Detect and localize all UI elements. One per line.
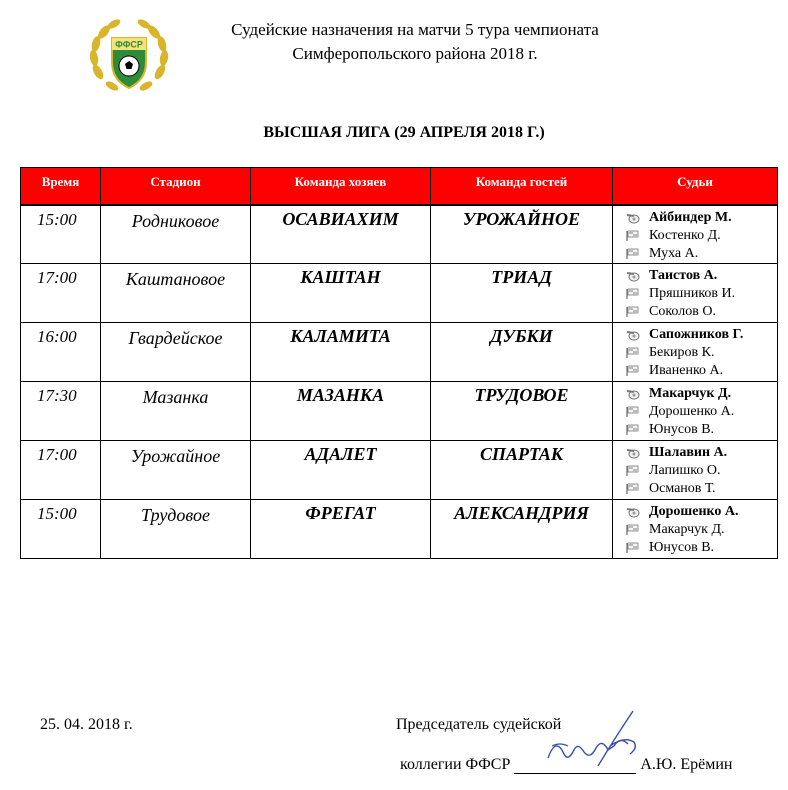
referee-name: Макарчук Д.: [649, 522, 725, 537]
flag-icon: [625, 483, 649, 495]
away-team: УРОЖАЙНОЕ: [431, 205, 613, 264]
match-time: 15:00: [21, 500, 101, 559]
flag-icon: [625, 347, 649, 359]
flag-icon: [625, 248, 649, 260]
whistle-icon: [625, 388, 649, 400]
referee-name: Османов Т.: [649, 481, 716, 496]
col-referees-header: Судьи: [613, 168, 778, 205]
match-stadium: Урожайное: [101, 441, 251, 500]
col-time-header: Время: [21, 168, 101, 205]
handwritten-signature: [538, 706, 658, 776]
referee-name: Шалавин А.: [649, 445, 728, 460]
referees-cell: [613, 441, 778, 500]
flag-icon: [625, 306, 649, 318]
table-row: [21, 441, 778, 500]
match-time: 16:00: [21, 323, 101, 382]
match-stadium: Мазанка: [101, 382, 251, 441]
referee-entry: [625, 444, 777, 462]
match-time: 17:00: [21, 441, 101, 500]
logo-text: ФФСР: [115, 39, 143, 50]
match-time: 17:00: [21, 264, 101, 323]
referee-entry: [625, 385, 777, 403]
match-time: 15:00: [21, 205, 101, 264]
referees-cell: [613, 323, 778, 382]
home-team: ОСАВИАХИМ: [251, 205, 431, 264]
referee-entry: [625, 462, 777, 480]
league-title: ВЫСШАЯ ЛИГА (29 АПРЕЛЯ 2018 Г.): [263, 124, 545, 141]
referee-name: Пряшников И.: [649, 286, 736, 301]
match-stadium: Каштановое: [101, 264, 251, 323]
match-stadium: Гвардейское: [101, 323, 251, 382]
table-row: [21, 323, 778, 382]
referees-cell: [613, 205, 778, 264]
col-home-header: Команда хозяев: [251, 168, 431, 205]
referee-name: Макарчук Д.: [649, 386, 732, 401]
referee-entry: [625, 539, 777, 557]
referee-entry: [625, 480, 777, 498]
home-team: МАЗАНКА: [251, 382, 431, 441]
referee-entry: [625, 326, 777, 344]
whistle-icon: [625, 506, 649, 518]
referee-entry: [625, 503, 777, 521]
col-away-header: Команда гостей: [431, 168, 613, 205]
home-team: ФРЕГАТ: [251, 500, 431, 559]
flag-icon: [625, 524, 649, 536]
referee-name: Иваненко А.: [649, 363, 724, 378]
chair-board: коллегии ФФСР: [400, 756, 511, 773]
referee-entry: [625, 362, 777, 380]
referee-name: Айбиндер М.: [649, 209, 732, 225]
referee-entry: [625, 267, 777, 285]
referee-name: Юнусов В.: [649, 540, 715, 555]
referee-entry: [625, 421, 777, 439]
match-time: 17:30: [21, 382, 101, 441]
home-team: КАЛАМИТА: [251, 323, 431, 382]
flag-icon: [625, 465, 649, 477]
col-stadium-header: Стадион: [101, 168, 251, 205]
whistle-icon: [625, 329, 649, 341]
away-team: АЛЕКСАНДРИЯ: [431, 500, 613, 559]
referee-name: Сапожников Г.: [649, 327, 744, 342]
referees-cell: [613, 264, 778, 323]
match-stadium: Трудовое: [101, 500, 251, 559]
whistle-icon: [625, 212, 649, 224]
referee-name: Муха А.: [649, 245, 699, 261]
whistle-icon: [625, 447, 649, 459]
referees-cell: [613, 500, 778, 559]
referee-entry: [625, 245, 777, 263]
referee-entry: [625, 209, 777, 227]
header-line-1: Судейские назначения на матчи 5 тура чемпионата: [231, 20, 599, 39]
away-team: СПАРТАК: [431, 441, 613, 500]
referee-name: Юнусов В.: [649, 422, 715, 437]
referee-entry: [625, 227, 777, 245]
away-team: ТРИАД: [431, 264, 613, 323]
flag-icon: [625, 230, 649, 242]
flag-icon: [625, 542, 649, 554]
document-header: [180, 18, 650, 66]
table-row: [21, 382, 778, 441]
table-row: [21, 264, 778, 323]
table-row: [21, 500, 778, 559]
referee-entry: [625, 344, 777, 362]
referee-entry: [625, 303, 777, 321]
flag-icon: [625, 424, 649, 436]
referee-name: Бекиров К.: [649, 345, 715, 360]
home-team: АДАЛЕТ: [251, 441, 431, 500]
chair-name: А.Ю. Ерёмин: [640, 756, 733, 773]
match-stadium: Родниковое: [101, 205, 251, 264]
home-team: КАШТАН: [251, 264, 431, 323]
referee-name: Дорошенко А.: [649, 504, 739, 519]
referee-entry: [625, 521, 777, 539]
referee-name: Дорошенко А.: [649, 404, 735, 419]
referee-name: Лапишко О.: [649, 463, 721, 478]
header-line-2: Симферопольского района 2018 г.: [292, 44, 538, 63]
whistle-icon: [625, 270, 649, 282]
flag-icon: [625, 406, 649, 418]
referees-cell: [613, 382, 778, 441]
schedule-table: [20, 167, 778, 559]
referee-entry: [625, 285, 777, 303]
referee-name: Таистов А.: [649, 268, 718, 283]
document-date: 25. 04. 2018 г.: [40, 716, 133, 733]
chair-title: Председатель судейской: [396, 716, 562, 733]
referee-entry: [625, 403, 777, 421]
referee-name: Костенко Д.: [649, 227, 721, 243]
ffsr-logo: [84, 10, 174, 100]
away-team: ДУБКИ: [431, 323, 613, 382]
flag-icon: [625, 365, 649, 377]
away-team: ТРУДОВОЕ: [431, 382, 613, 441]
table-row: [21, 205, 778, 264]
referee-name: Соколов О.: [649, 304, 716, 319]
table-header-row: [21, 168, 778, 205]
flag-icon: [625, 288, 649, 300]
